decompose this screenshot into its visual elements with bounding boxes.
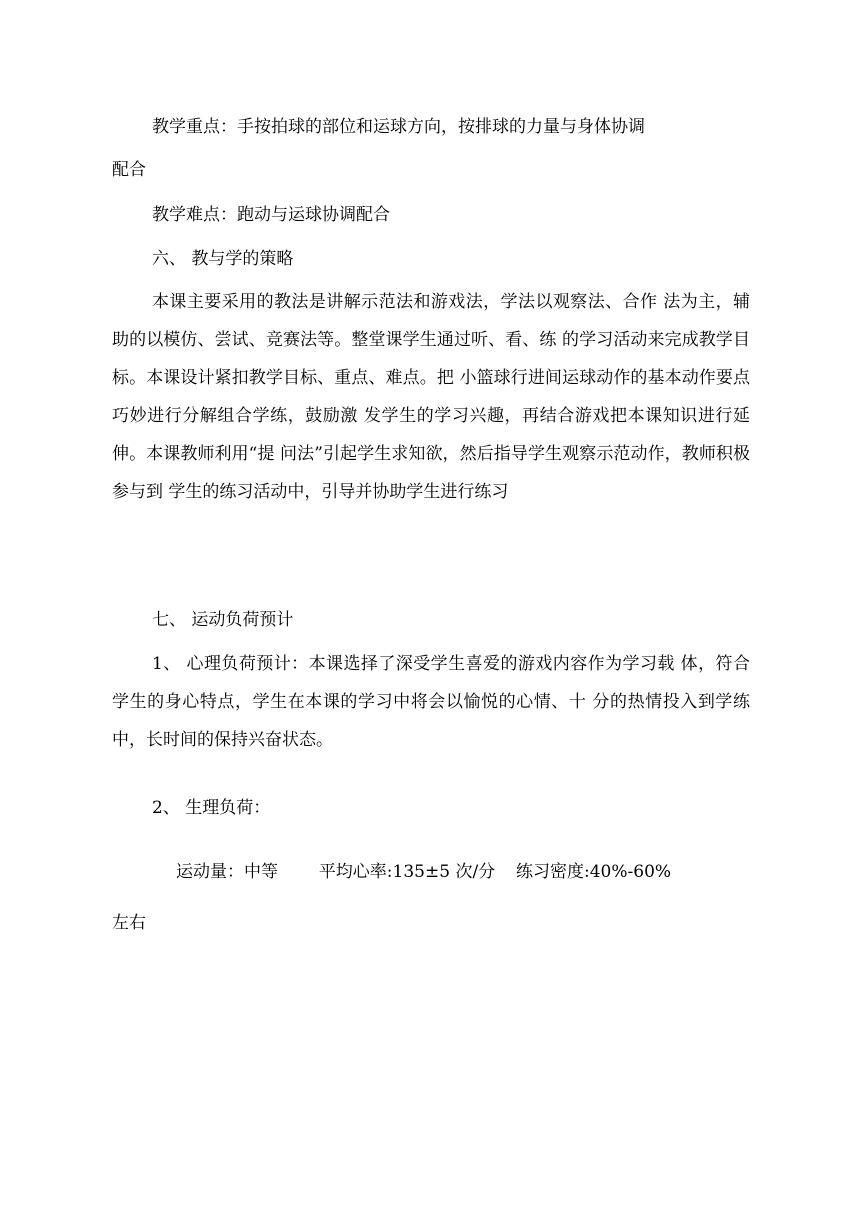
exercise-density: 练习密度:40%-60% — [516, 862, 672, 882]
key-point-continuation: 配合 — [112, 160, 146, 180]
average-heart-rate: 平均心率:135±5 次/分 — [318, 862, 496, 882]
section-7-heading: 七、 运动负荷预计 — [152, 610, 294, 630]
load-metrics-row — [176, 862, 671, 882]
physiological-load-item: 2、 生理负荷： — [152, 798, 271, 818]
section-6-body: 本课主要采用的教法是讲解示范法和游戏法，学法以观察法、合作 法为主，辅助的以模仿、尝试、竞赛法等。整堂课学生通过听、看、练 的学习活动来完成教学目标。本课设计紧扣教学目标、重点、难点。把 小篮球行进间运球动作的基本动作要点巧妙进行分解组合学练，鼓励激 发学生的学习兴趣，再结合游戏把本课知识进行延伸。本课教师利用“提 问法”引起学生求知欲，然后指导学生观察示范动作，教师积极参与到 学生的练习活动中，引导并协助学生进行练习 — [112, 292, 750, 502]
exercise-amount: 运动量：中等 — [176, 862, 278, 882]
load-continuation: 左右 — [112, 913, 146, 933]
psychological-load-item: 1、 心理负荷预计：本课选择了深受学生喜爱的游戏内容作为学习载 体，符合学生的身心特点，学生在本课的学习中将会以愉悦的心情、十 分的热情投入到学练中，长时间的保持兴奋状态。 — [112, 654, 750, 750]
difficulty-text: 教学难点：跑动与运球协调配合 — [152, 205, 390, 225]
key-point-text: 教学重点：手按拍球的部位和运球方向，按排球的力量与身体协调 — [152, 117, 645, 137]
section-6-heading: 六、 教与学的策略 — [152, 249, 294, 269]
